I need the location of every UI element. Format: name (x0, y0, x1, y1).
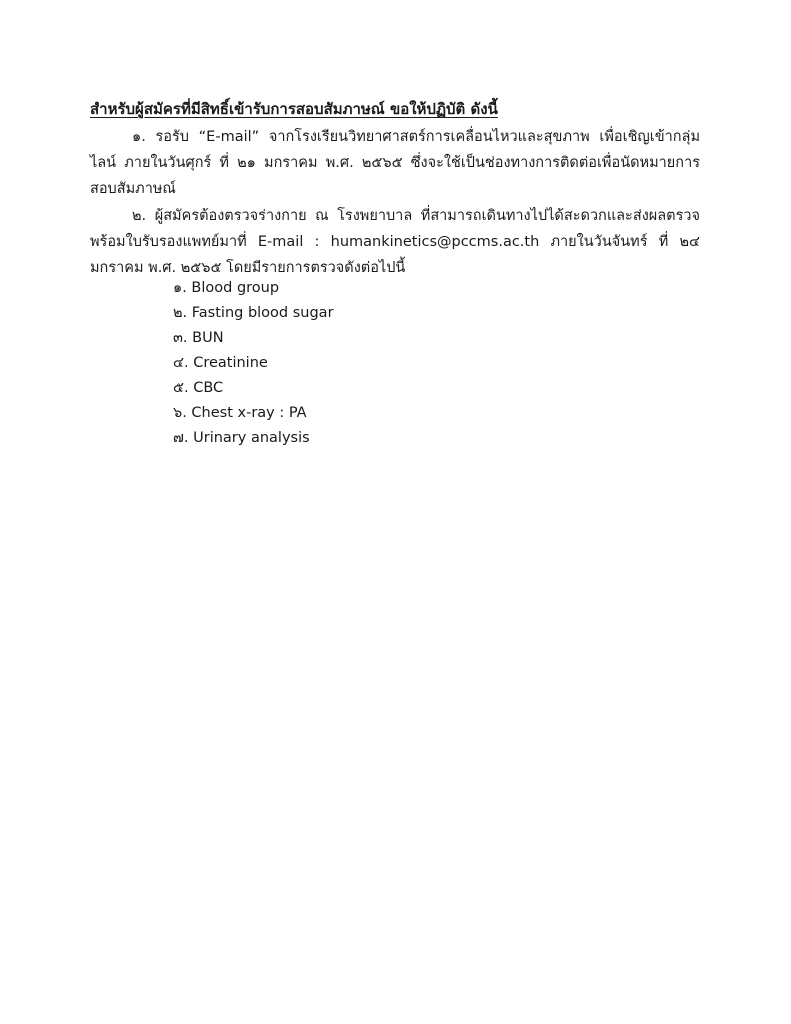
instructions-heading: สำหรับผู้สมัครที่มีสิทธิ์เข้ารับการสอบสัมภาษณ์ ขอให้ปฏิบัติ ดังนี้ (90, 100, 498, 118)
medical-test-list (173, 276, 334, 451)
medical-test-item: ๔. Creatinine (173, 355, 268, 371)
instruction-item-email: ๑. รอรับ “E-mail” จากโรงเรียนวิทยาศาสตร์การเคลื่อนไหวและสุขภาพ เพื่อเชิญเข้ากลุ่มไลน์ ภายในวันศุกร์ ที่ ๒๑ มกราคม พ.ศ. ๒๕๖๕ ซึ่งจะใช้เป็นช่องทางการติดต่อเพื่อนัดหมายการสอบสัมภาษณ์ (90, 129, 700, 197)
instruction-item-medical-exam: ๒. ผู้สมัครต้องตรวจร่างกาย ณ โรงพยาบาล ที่สามารถเดินทางไปได้สะดวกและส่งผลตรวจพร้อมใบรับรองแพทย์มาที่ E-mail : humankinetics@pccms.ac.th ภายในวันจันทร์ ที่ ๒๔ มกราคม พ.ศ. ๒๕๖๕ โดยมีรายการตรวจดังต่อไปนี้ (90, 208, 700, 276)
medical-test-item: ๖. Chest x-ray : PA (173, 405, 307, 421)
medical-test-item: ๗. Urinary analysis (173, 430, 310, 446)
medical-test-item: ๒. Fasting blood sugar (173, 305, 334, 321)
medical-test-item: ๕. CBC (173, 380, 224, 396)
medical-test-item: ๓. BUN (173, 330, 224, 346)
medical-test-item: ๑. Blood group (173, 280, 280, 296)
